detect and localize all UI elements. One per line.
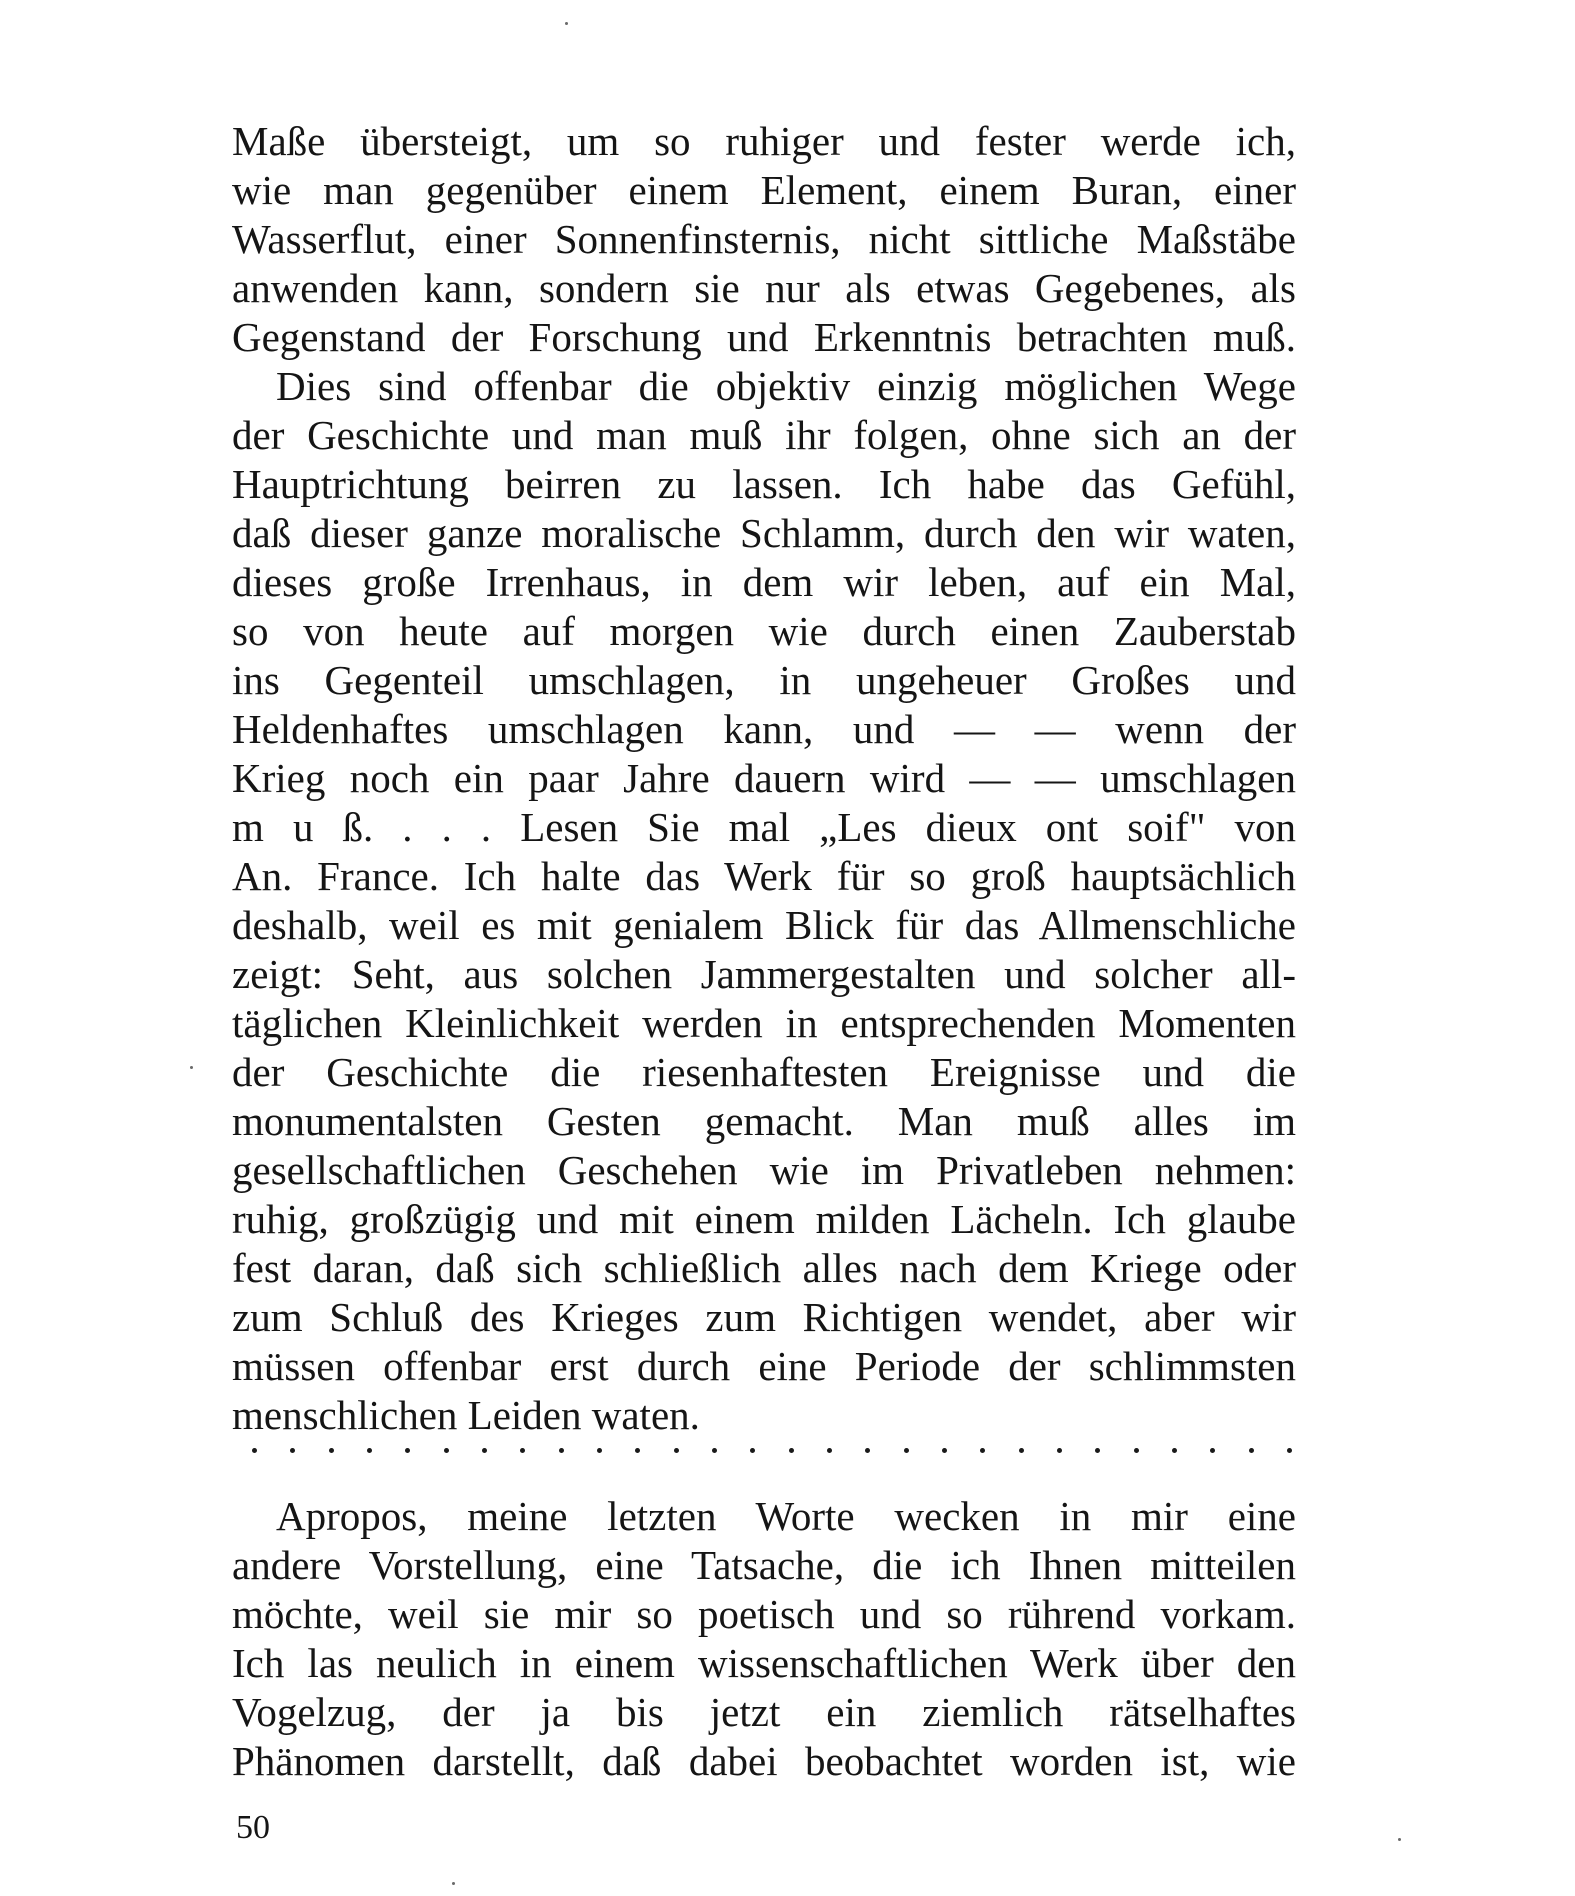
text-line: monumentalsten Gesten gemacht. Man muß alles im (232, 1098, 1296, 1144)
paragraph-2 (232, 362, 1296, 1440)
text-line: der Geschichte die riesenhaftesten Ereignisse und die (232, 1049, 1296, 1095)
text-line: müssen offenbar erst durch eine Periode der schlimmsten (232, 1343, 1296, 1389)
text-line: Hauptrichtung beirren zu lassen. Ich habe das Gefühl, (232, 461, 1296, 507)
text-line: täglichen Kleinlichkeit werden in entsprechenden Momenten (232, 1000, 1296, 1046)
paragraph-1 (232, 117, 1296, 362)
text-line: Wasserflut, einer Sonnenfinsternis, nicht sittliche Maßstäbe (232, 216, 1296, 262)
text-line: Heldenhaftes umschlagen kann, und — — wenn der (232, 706, 1296, 752)
text-line: wie man gegenüber einem Element, einem Buran, einer (232, 167, 1296, 213)
text-line: möchte, weil sie mir so poetisch und so rührend vorkam. (232, 1591, 1296, 1637)
text-line: zeigt: Seht, aus solchen Jammergestalten und solcher all- (232, 951, 1296, 997)
text-line: gesellschaftlichen Geschehen wie im Privatleben nehmen: (232, 1147, 1296, 1193)
text-line: Maße übersteigt, um so ruhiger und fester werde ich, (232, 118, 1296, 164)
text-line: daß dieser ganze moralische Schlamm, durch den wir waten, (232, 510, 1296, 556)
text-line: An. France. Ich halte das Werk für so groß hauptsächlich (232, 853, 1296, 899)
scan-speck (190, 1066, 193, 1069)
text-line: ins Gegenteil umschlagen, in ungeheuer Großes und (232, 657, 1296, 703)
text-line: Vogelzug, der ja bis jetzt ein ziemlich rätselhaftes (232, 1689, 1296, 1735)
text-line: andere Vorstellung, eine Tatsache, die ich Ihnen mitteilen (232, 1542, 1296, 1588)
text-line: Krieg noch ein paar Jahre dauern wird — — umschlagen (232, 755, 1296, 801)
text-line: m u ß. . . . Lesen Sie mal „Les dieux ont soif" von (232, 804, 1296, 850)
text-line: menschlichen Leiden waten. (232, 1392, 700, 1438)
text-line: so von heute auf morgen wie durch einen Zauberstab (232, 608, 1296, 654)
text-line: anwenden kann, sondern sie nur als etwas Gegebenes, als (232, 265, 1296, 311)
text-line: zum Schluß des Krieges zum Richtigen wendet, aber wir (232, 1294, 1296, 1340)
text-line: Apropos, meine letzten Worte wecken in mir eine (276, 1493, 1296, 1539)
text-line: Dies sind offenbar die objektiv einzig möglichen Wege (276, 363, 1296, 409)
text-line: dieses große Irrenhaus, in dem wir leben, auf ein Mal, (232, 559, 1296, 605)
page-number: 50 (236, 1809, 270, 1846)
text-line: fest daran, daß sich schließlich alles nach dem Kriege oder (232, 1245, 1296, 1291)
text-line: ruhig, großzügig und mit einem milden Lächeln. Ich glaube (232, 1196, 1296, 1242)
paragraph-3 (232, 1492, 1296, 1786)
text-line: Ich las neulich in einem wissenschaftlichen Werk über den (232, 1640, 1296, 1686)
text-line: Phänomen darstellt, daß dabei beobachtet worden ist, wie (232, 1738, 1296, 1784)
text-line: der Geschichte und man muß ihr folgen, ohne sich an der (232, 412, 1296, 458)
text-line: deshalb, weil es mit genialem Blick für das Allmenschliche (232, 902, 1296, 948)
scan-speck (565, 22, 568, 25)
text-line: Gegenstand der Forschung und Erkenntnis betrachten muß. (232, 314, 1296, 360)
section-separator (252, 1440, 1292, 1460)
scan-speck (452, 1882, 455, 1885)
scan-speck (1398, 1838, 1401, 1841)
